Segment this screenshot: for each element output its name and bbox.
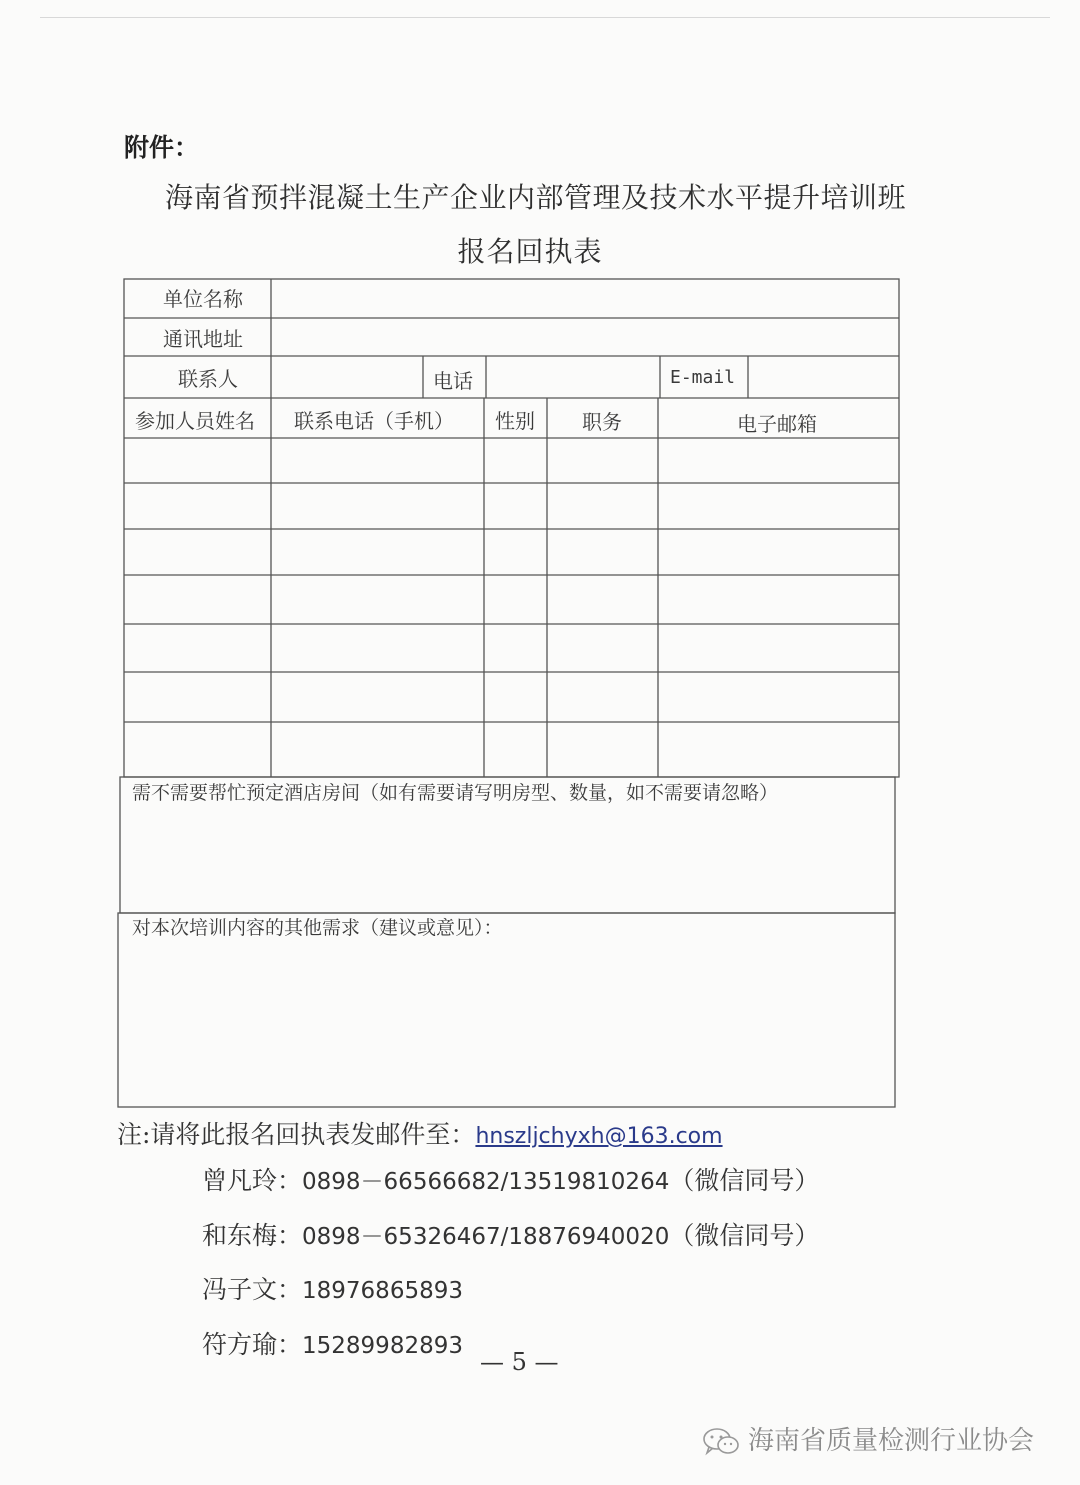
column-header-position: 职务	[582, 410, 622, 434]
contact-suffix: （微信同号）	[669, 1166, 820, 1195]
contact-line	[202, 1325, 463, 1361]
watermark-text: 海南省质量检测行业协会	[748, 1426, 1035, 1456]
email-label: E-mail	[670, 367, 736, 388]
unit-name-label: 单位名称	[163, 287, 243, 311]
form-subtitle: 报名回执表	[457, 235, 603, 268]
contact-name: 冯子文：	[202, 1275, 303, 1304]
contact-suffix: （微信同号）	[669, 1221, 820, 1250]
contact-line	[202, 1216, 819, 1252]
contact-name: 符方瑜：	[202, 1330, 303, 1359]
other-requirements-note: 对本次培训内容的其他需求（建议或意见）：	[132, 917, 503, 939]
submit-note	[117, 1115, 723, 1151]
contact-name: 和东梅：	[202, 1221, 303, 1250]
contact-person-label: 联系人	[178, 367, 238, 391]
address-label: 通讯地址	[163, 327, 243, 351]
page-number: — 5 —	[480, 1348, 559, 1376]
submit-note-text: 注:请将此报名回执表发邮件至：	[117, 1120, 476, 1149]
contact-name: 曾凡玲：	[202, 1166, 303, 1195]
contact-phone: 0898－65326467/18876940020	[302, 1224, 670, 1250]
contact-phone: 18976865893	[302, 1278, 463, 1304]
form-title: 海南省预拌混凝土生产企业内部管理及技术水平提升培训班	[165, 181, 907, 214]
contact-line	[202, 1270, 463, 1306]
column-header-mobile: 联系电话（手机）	[294, 409, 454, 433]
column-header-gender: 性别	[495, 409, 535, 433]
wechat-icon	[702, 1427, 740, 1457]
phone-label: 电话	[433, 369, 473, 393]
watermark	[702, 1420, 1034, 1457]
column-header-email: 电子邮箱	[737, 412, 817, 436]
attachment-label: 附件：	[124, 133, 200, 162]
contact-phone: 15289982893	[302, 1333, 463, 1359]
column-header-name: 参加人员姓名	[135, 409, 255, 433]
contact-email-link[interactable]: hnszljchyxh@163.com	[475, 1124, 723, 1149]
contact-phone: 0898－66566682/13519810264	[302, 1169, 670, 1195]
hotel-booking-note: 需不需要帮忙预定酒店房间（如有需要请写明房型、数量，如不需要请忽略）	[132, 782, 779, 804]
contact-line	[202, 1161, 819, 1197]
